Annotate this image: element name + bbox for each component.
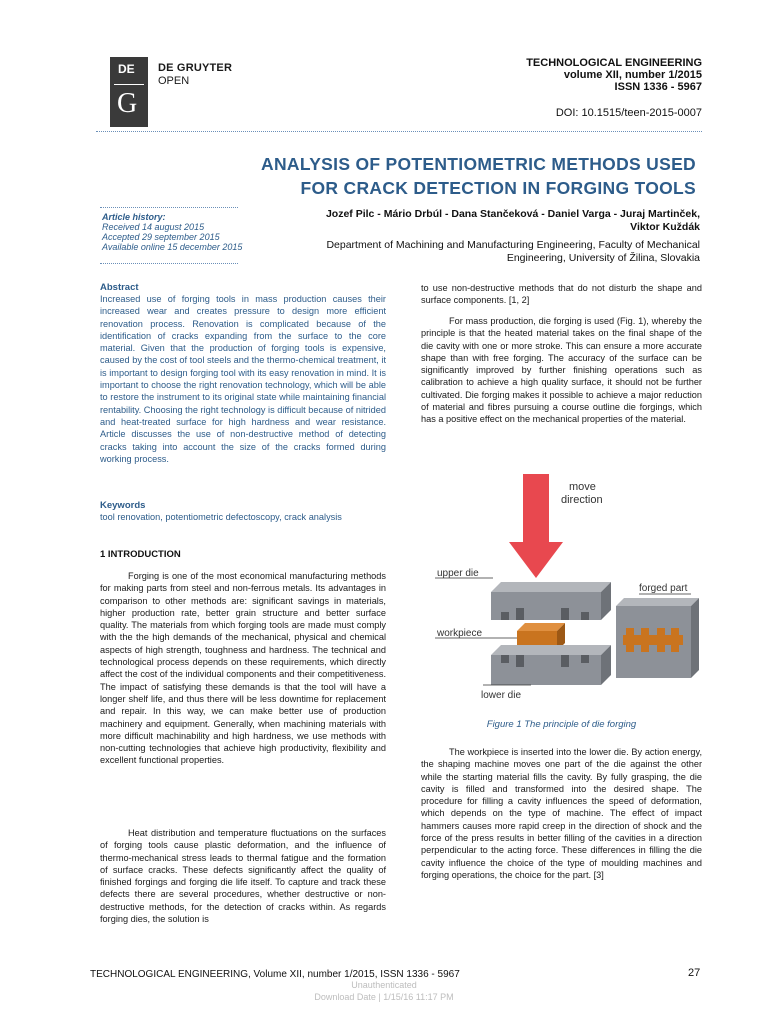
- lower-die-cavity: [581, 655, 589, 663]
- history-label: Article history:: [102, 212, 166, 222]
- forged-part-flange: [671, 628, 679, 652]
- move-arrow-head: [509, 542, 563, 578]
- affiliation: [262, 239, 700, 265]
- watermark-unauthenticated: Unauthenticated: [351, 980, 417, 990]
- lower-die-cavity: [516, 655, 524, 667]
- forged-part-label: forged part: [639, 583, 688, 594]
- forged-die-top: [616, 598, 699, 606]
- keywords-section: [100, 500, 386, 523]
- authors: [262, 208, 700, 234]
- keywords-heading: Keywords: [100, 500, 146, 511]
- footer-text: TECHNOLOGICAL ENGINEERING, Volume XII, number 1/2015, ISSN 1336 - 5967: [90, 969, 460, 980]
- right-text-2: For mass production, die forging is used (Fig. 1), whereby the principle is that the heated material takes on the final shape of the die cavity with one or more stroke. This can ensure a more accurate shape than with free forging. The accuracy of the surface can be significantly improved by further finishing operations such as calibration to achieve a high quality surface, it should not be further cultivated. Die forging makes it possible to achieve a major reduction of material and fibres pursuing a course outline die forgings, which has a positive effect on the mechanical properties of the material.: [421, 316, 702, 425]
- right-text-3: The workpiece is inserted into the lower die. By action energy, the shaping machine moves one part of the die against the other while the starting material fills the cavity. By fully grasping, the die cavity is filled and transformed into the desired shape. The procedure for filling a cavity influences the speed of deformation, which depends on the type of machine. The effect of impact hammers causes more rapid creep in the direction of shock and the force of the press results in better filling of the cavities in a direction perpendicular to the acting force. These differences in filling the die cavity influence the choice of the type of moulding machines and forging operations, the choice for the part. [3]: [421, 747, 702, 880]
- section-heading-introduction: 1 INTRODUCTION: [100, 549, 181, 560]
- abstract-text: Increased use of forging tools in mass production causes their increased wear and creates pressure to design more efficient renovation process. Renovation is complicated because of the identification of cracks expanding from the surface to the core material. Given that the production of forging tools is expensive, caused by the cost of tool steels and the thermo-chemical treatment, it is important to design forging tool with its easy renovation in mind. It is important to choose the right renovation technology, which will be able to restore the instrument to its original state while maintaining financial rentability. Choosing the right technology is difficult because of nitrided and heat-treated surface for high hardness and wear resistance. Article discusses the use of non-destructive method of detecting cracks taking into account the size of the cracks formed during working process.: [100, 294, 386, 464]
- upper-die-label: upper die: [437, 568, 479, 579]
- forged-part-flange: [657, 628, 665, 652]
- abstract-section: [100, 282, 386, 465]
- lower-die-cavity: [561, 655, 569, 667]
- intro-paragraph-1: [100, 570, 386, 767]
- keywords-text: tool renovation, potentiometric defectoscopy, crack analysis: [100, 512, 342, 522]
- journal-name: TECHNOLOGICAL ENGINEERING: [526, 57, 702, 69]
- journal-info: [526, 57, 702, 93]
- move-label-1: move: [569, 481, 596, 493]
- header-divider: [96, 131, 702, 132]
- right-paragraph-1: [421, 282, 702, 307]
- doi[interactable]: DOI: 10.1515/teen-2015-0007: [555, 107, 702, 119]
- move-arrow-shaft: [523, 474, 549, 546]
- workpiece-label: workpiece: [437, 628, 483, 639]
- history-online: Available online 15 december 2015: [102, 242, 243, 252]
- logo-g-text: G: [117, 88, 138, 119]
- upper-die-cavity: [561, 608, 569, 620]
- move-label-2: direction: [561, 494, 603, 506]
- lower-die-cavity: [501, 655, 509, 663]
- affiliation-line-1: Department of Machining and Manufacturing Engineering, Faculty of Mechanical: [326, 239, 700, 251]
- history-received: Received 14 august 2015: [102, 222, 205, 232]
- title-line-2: FOR CRACK DETECTION IN FORGING TOOLS: [300, 178, 696, 198]
- history-divider-bottom: [100, 263, 238, 264]
- watermark-download-date: Download Date | 1/15/16 11:17 PM: [314, 992, 454, 1002]
- publisher-sub: OPEN: [158, 75, 190, 87]
- forged-part-flange: [626, 628, 634, 652]
- title-line-1: ANALYSIS OF POTENTIOMETRIC METHODS USED: [261, 154, 696, 174]
- publisher-name: DE GRUYTER: [158, 62, 233, 74]
- right-paragraph-3: [421, 746, 702, 881]
- page-number: 27: [688, 967, 701, 979]
- intro-text-1: Forging is one of the most economical manufacturing methods for making parts from steel and non-ferrous metals. Its advantages in comparison to other methods are: significant savings in materials, higher production rate, better grain structure and better surface quality. The materials from which forging tools are made must comply with the the high demands of the mechanical, physical and chemical aspects of high strength, toughness and hardness. The technical and technological process depends on these requirements, which directly affect the cost of the individual components and their competitiveness. The impact of satisfying these demands is that the tool will have a longer shelf life, and thus there will be less downtime for replacement and repair. In this way, we can make better use of production machinery and equipment. Generally, when machining materials with more difficult machinability and high hardness, we use methods with non-cutting technologies that achieve high productivity, flexibility and excellent functional properties.: [100, 571, 386, 766]
- article-history: [102, 212, 242, 252]
- logo-divider: [114, 84, 144, 85]
- paper-title: [96, 152, 696, 200]
- upper-die-cavity: [581, 612, 589, 620]
- forged-die-side: [691, 598, 699, 678]
- upper-die-cavity: [516, 608, 524, 620]
- right-paragraph-2: [421, 315, 702, 426]
- lower-die-label: lower die: [481, 690, 522, 701]
- affiliation-line-2: Engineering, University of Žilina, Slovakia: [506, 252, 700, 264]
- intro-paragraph-2: [100, 827, 386, 925]
- die-forging-figure: [421, 470, 707, 715]
- history-divider-top: [100, 207, 238, 208]
- forged-part-flange: [641, 628, 649, 652]
- upper-die-top: [491, 582, 611, 592]
- abstract-heading: Abstract: [100, 282, 139, 293]
- figure-caption: Figure 1 The principle of die forging: [486, 719, 637, 730]
- logo-de-text: DE: [118, 62, 135, 76]
- journal-issn: ISSN 1336 - 5967: [614, 81, 702, 93]
- upper-die-cavity: [501, 612, 509, 620]
- authors-line-1: Jozef Pilc - Mário Drbúl - Dana Stančeková - Daniel Varga - Juraj Martinček,: [325, 208, 700, 220]
- workpiece-top: [517, 623, 565, 631]
- history-accepted: Accepted 29 september 2015: [102, 232, 220, 242]
- intro-text-2: Heat distribution and temperature fluctuations on the surfaces of forging tools cause plastic deformation, and the influence of thermo-mechanical stress leads to thermal fatigue and the formation of surface cracks. These defects significantly affect the quality of finished forgings and forging die life itself. To capture and track these defects there are several procedures, whether destructive or non-destructive methods, for the detection of cracks within. As regards forging dies, the solution is: [100, 828, 386, 925]
- right-text-1: to use non-destructive methods that do not disturb the shape and surface components. [1, 2]: [421, 283, 702, 306]
- journal-volume: volume XII, number 1/2015: [563, 69, 702, 81]
- authors-line-2: Viktor Kuždák: [630, 221, 700, 233]
- lower-die-top: [491, 645, 611, 655]
